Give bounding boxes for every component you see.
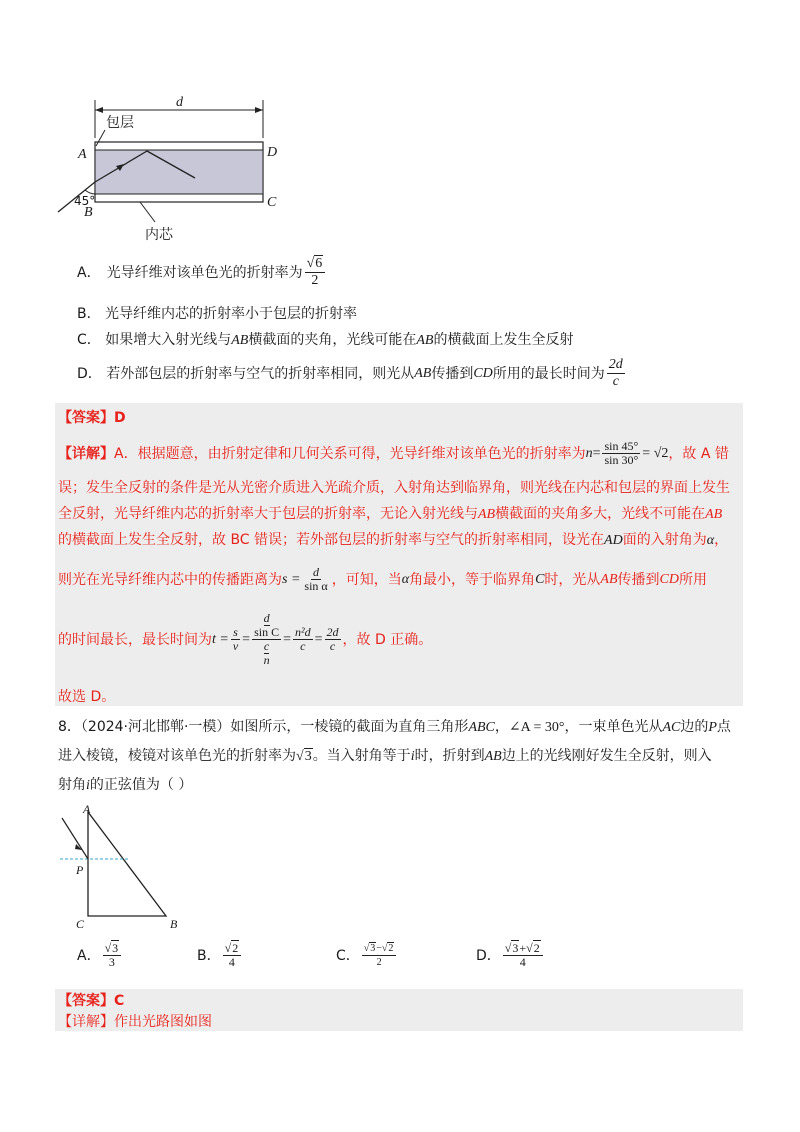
answer-8-label: 【答案】C: [58, 993, 125, 1009]
q8-l3-i: i: [86, 778, 90, 793]
q8-option-b-letter: B．: [197, 947, 221, 964]
ans7-l4-alpha: α: [706, 533, 715, 548]
ans7-l6-f1n: s: [233, 625, 238, 639]
ans7-l6-f4n: 2d: [326, 625, 339, 639]
q8-l1-p: P: [708, 720, 717, 735]
q7-option-a-text: 光导纤维对该单色光的折射率为: [106, 264, 303, 281]
ans7-l1-res: = √2: [642, 445, 669, 461]
q8-option-d-fraction: $\frac{√3+√2}{4}$: [503, 942, 543, 969]
q7-option-d: [77, 357, 627, 390]
q8-l2c: 时，折射到: [414, 748, 485, 764]
q8-option-b-fraction: $\frac{√2}{4}$: [223, 942, 242, 969]
q8-option-c-num-a: 3: [370, 943, 376, 954]
q8-option-a-num: 3: [112, 941, 119, 955]
q7-option-d-pre: D． 若外部包层的折射率与空气的折射率相同，则光从: [77, 365, 415, 382]
q8-option-c-den: 2: [376, 957, 382, 968]
q8-option-c-fraction: $\frac{√3-√2}{2}$: [362, 942, 397, 969]
q7-option-d-num: 2d: [608, 357, 623, 372]
prism-point-P: P: [76, 863, 84, 877]
q8-l1-ac: AC: [662, 720, 681, 735]
q7-option-d-mid: 传播到: [431, 365, 474, 382]
q8-option-b: [197, 942, 243, 969]
detail-tag: 【详解】: [58, 445, 114, 462]
q7-option-a-den: 2: [311, 273, 319, 288]
ans7-l6-t: t =: [212, 631, 229, 647]
answer-7-line-5: [58, 566, 707, 593]
q8-l1-angle: ，∠A = 30°: [494, 720, 565, 735]
ans7-l5f: 所用: [678, 571, 707, 588]
ans7-l6-f2d-bot: n: [263, 653, 270, 667]
ans7-l6-frac3: [293, 626, 313, 653]
ans7-l5-alpha: α: [401, 571, 410, 587]
ans7-l6-f1d: v: [232, 639, 239, 653]
q8-option-d: [476, 942, 545, 969]
q8-l1b: ，一束单色光从: [564, 719, 663, 735]
ans7-l5e: 传播到: [617, 571, 660, 588]
q8-l2-ab: AB: [484, 749, 502, 764]
ans7-l5-ab: AB: [600, 571, 618, 587]
q8-option-d-letter: D．: [476, 947, 501, 964]
q7-option-d-fraction: [607, 357, 625, 390]
ans7-l6-f4d: c: [329, 639, 336, 653]
ans7-l1-n: n: [585, 445, 593, 461]
answer-8-detail: 【详解】作出光路图如图: [58, 1014, 212, 1030]
q8-option-b-den: 4: [228, 955, 235, 969]
q8-option-a: [77, 942, 123, 969]
cladding-label: 包层: [106, 115, 134, 131]
q8-line-3: [58, 776, 192, 795]
q8-l1d: 点: [716, 719, 731, 735]
ans7-l6-f2d-top: c: [263, 639, 270, 653]
ans7-l5-den: sin α: [304, 579, 328, 593]
q7-option-a: [77, 256, 327, 289]
q7-option-d-ab: AB: [414, 365, 432, 381]
q8-option-d-num-a: 3: [512, 941, 519, 955]
q8-option-c-letter: C．: [336, 947, 360, 964]
point-A-label: A: [78, 147, 87, 162]
q8-option-a-letter: A．: [77, 947, 101, 964]
ans7-l1a: A．根据题意，由折射定律和几何关系可得，光导纤维对该单色光的折射率为: [114, 445, 586, 462]
ans7-l1-fraction: [602, 440, 640, 467]
ans7-l6-f3n: n²d: [295, 625, 311, 639]
q8-line-1: [58, 718, 731, 737]
point-B-label: B: [84, 205, 93, 220]
q7-option-c-pre: C． 如果增大入射光线与: [77, 332, 232, 348]
point-C-label: C: [267, 195, 277, 210]
ans7-l5-cd: CD: [659, 571, 679, 587]
ans7-l1b: ，故 A 错: [668, 445, 729, 462]
answer-7-line-1: 【详解】 A．根据题意，由折射定律和几何关系可得，光导纤维对该单色光的折射率为 n = $\frac{\sin 45^\circ}{\sin 30^\circ}$ = √2 ，故 A 错: [58, 439, 729, 467]
ans7-l6-frac4: [325, 626, 341, 653]
answer-7-line-6: 的时间最长，最长时间为 t = $\frac{s}{v}$ = d sin C c n = $\frac{\text{n²d}}{c}$ = $\frac{2d}{c}$ ，故 D 正确。: [58, 611, 433, 667]
dimension-label-d: d: [176, 95, 183, 110]
q7-option-d-post: 所用的最长时间为: [492, 365, 605, 382]
ans7-l4a: 的横截面上发生全反射，故 BC 错误；若外部包层的折射率与空气的折射率相同，设光在: [58, 532, 605, 548]
prism-diagram: [50, 800, 200, 925]
ans7-l3a: 全反射，光导纤维内芯的折射率大于包层的折射率，无论入射光线与: [58, 506, 478, 522]
point-D-label: D: [267, 145, 278, 160]
prism-point-A: A: [83, 802, 91, 816]
q7-option-c-mid: 横截面的夹角，光线可能在: [248, 332, 417, 348]
answer-7-line-2: 误；发生全反射的条件是光从光密介质进入光疏介质，入射角达到临界角，则光线在内芯和包层的界面上发生: [58, 480, 730, 496]
angle-label: 45°: [74, 194, 96, 208]
ans7-l5b: ，可知，当: [331, 571, 402, 588]
q8-l1-abc: ABC: [468, 720, 495, 735]
ans7-l6a: 的时间最长，最长时间为: [58, 631, 212, 648]
q7-option-c-post: 的横截面上发生全反射: [433, 332, 574, 348]
core-label: 内芯: [145, 227, 173, 243]
q8-line-2: 进入棱镜，棱镜对该单色光的折射率为√3。当入射角等于i时，折射到AB边上的光线刚好发生全反射，则入: [58, 748, 712, 764]
ans7-l1-num: sin 45°: [604, 439, 639, 453]
ans7-l5-fraction: [302, 566, 329, 593]
q8-option-c-num-b: 2: [388, 943, 394, 954]
q8-l1c: 边的: [680, 719, 709, 735]
ans7-l4c: ，: [714, 532, 729, 548]
q8-l3b: 的正弦值为（ ）: [89, 777, 193, 793]
q7-option-d-cd: CD: [473, 365, 493, 381]
ans7-l3-ab: AB: [478, 507, 496, 522]
ans7-l5-s: s =: [282, 571, 301, 587]
ans7-l5-c: C: [535, 571, 545, 587]
prism-point-C: C: [76, 917, 85, 931]
ans7-l6-frac1: [231, 626, 240, 653]
q8-l2-sqrt: 3: [304, 749, 312, 764]
q8-option-a-den: 3: [108, 955, 115, 969]
ans7-l1-den: sin 30°: [604, 453, 639, 467]
ans7-l5c: 角最小，等于临界角: [409, 571, 536, 588]
ans7-l6b: ，故 D 正确。: [342, 631, 433, 648]
q8-option-c: [336, 942, 398, 969]
ans7-l4b: 面的入射角为: [622, 532, 707, 548]
ans7-l6-f3d: c: [300, 639, 306, 653]
ans7-l3b: 横截面的夹角多大，光线不可能在: [495, 506, 706, 522]
q8-l3a: 射角: [58, 777, 86, 793]
q7-option-c-ab2: AB: [416, 333, 434, 348]
prism-point-B: B: [170, 917, 178, 931]
q8-option-a-fraction: $\frac{√3}{3}$: [103, 942, 122, 969]
ans7-l5d: 时，光从: [544, 571, 601, 588]
ans7-l6-f2n-top: d: [263, 611, 270, 625]
q8-option-b-num: 2: [232, 941, 239, 955]
q8-l1a: 8．（2024·河北邯郸·一模）如图所示，一棱镜的截面为直角三角形: [58, 719, 469, 735]
q8-option-d-den: 4: [519, 955, 526, 969]
q8-l2-i: i: [410, 749, 415, 764]
q7-option-a-num: 6: [315, 256, 323, 271]
answer-7-line-3: [58, 505, 722, 524]
answer-7-line-4: [58, 531, 728, 550]
ans7-l5a: 则光在光导纤维内芯中的传播距离为: [58, 571, 282, 588]
ans7-l5-num: d: [313, 565, 320, 579]
q7-option-c-ab: AB: [231, 333, 249, 348]
q8-l2d: 边上的光线刚好发生全反射，则入: [501, 748, 712, 764]
q7-option-c: [77, 331, 573, 350]
q8-l2b: 。当入射角等于: [312, 748, 411, 764]
q7-option-d-den: c: [612, 374, 619, 389]
ans7-l4-ad: AD: [604, 533, 623, 548]
ans7-l6-frac2: [252, 612, 281, 667]
ans7-l3-ab2: AB: [705, 507, 723, 522]
answer-7-label: 【答案】D: [58, 410, 126, 426]
q8-l2a: 进入棱镜，棱镜对该单色光的折射率为: [58, 748, 296, 764]
answer-7-conclusion: 故选 D。: [58, 689, 116, 705]
q7-option-a-fraction: $\frac{√6}{2}$: [305, 256, 326, 289]
ans7-l6-f2n-bot: sin C: [254, 625, 280, 639]
q7-option-b: B． 光导纤维内芯的折射率小于包层的折射率: [77, 306, 358, 322]
q8-option-d-num-b: 2: [533, 941, 540, 955]
q7-option-a-letter: A．: [77, 264, 101, 281]
